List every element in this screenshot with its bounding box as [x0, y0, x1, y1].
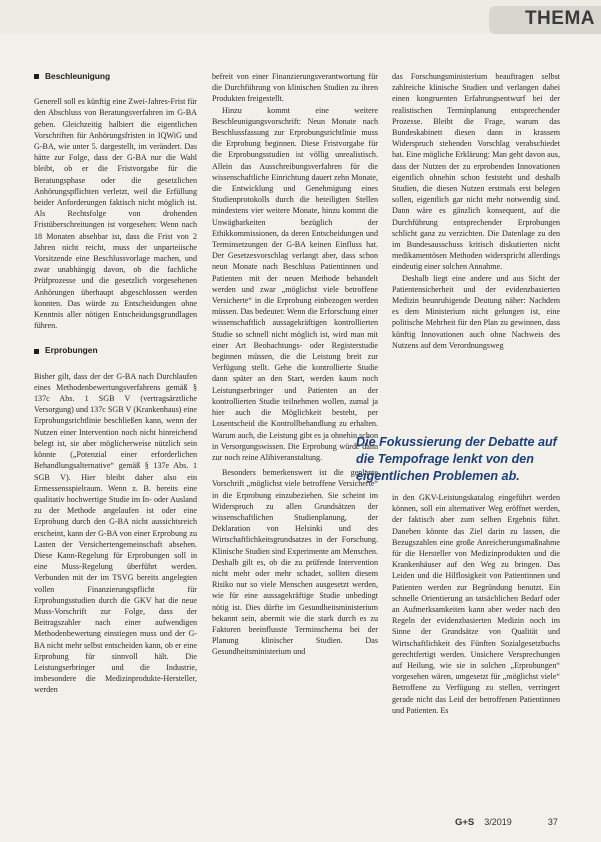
column-3-bottom: [392, 492, 560, 716]
square-bullet-icon: [34, 74, 39, 79]
paragraph: Generell soll es künftig eine Zwei-Jahres-Frist für den Abschluss von Beratungsverfahren im G-BA geben. Gleichzeitig halbiert die eigentlichen Vorschriften für Anhörungsfristen in IQWiG und G-BA, wie unter 5. dargestellt, im verändert. Das hätte zur Folge, dass der G-BA nur die Wahl bleibt, ob er die Fristvorgabe für die Beratungsphase oder die gesetzlichen Anhörungspflichten verletzt, weil die Erfüllung beider Anforderungen faktisch nicht möglich ist. Als Rechtsfolge von drohenden Fristüberschreitungen ist vorgesehen: Wenn nach 18 Monaten absehbar ist, dass die Frist von 2 Jahren nicht reicht, muss der unparteiische Vorsitzende eine Beschlussvorlage machen, und zwar unabhängig davon, ob die fachliche Prüfprozesse und die gesetzlich vorgesehenen Anhörungen überhaupt abgeschlossen werden konnten. Das würde zu Entscheidungen ohne Kenntnis aller nötigen Entscheidungsgrundlagen führen.: [34, 97, 197, 331]
paragraph: Deshalb liegt eine andere und aus Sicht der Patientensicherheit und der evidenzbasierten Medizin beunruhigende Deutung näher: Nachdem es dem Ministerium nicht gelungen ist, eine politische Mehrheit für den Plan zu gewinnen, dass künftig Innovationen auch ohne Nachweis des Nutzens auf dem Verordnungsweg: [392, 273, 560, 350]
page-footer: [455, 817, 558, 828]
square-bullet-icon: [34, 349, 39, 354]
paragraph: Besonders bemerkenswert ist die geplante Vorschrift „möglichst viele betroffene Versicherte“ in die Erprobung einzubeziehen. Sie scheint im Widerspruch zu allen Grundsätzen der wissenschaftlichen Studienplanung, der Deklaration von Helsinki und des Wirtschaftlichkeitsgrundsatzes in der Forschung. Klinische Studien sind Experimente am Menschen. Deshalb gilt es, ob die zu prüfende Intervention nicht mehr oder mehr schadet, sollten diesem Risiko nur so viele Menschen ausgesetzt werden, wie für eine aussagekräftige Studie unbedingt nötig ist. Dies dürfte im Gesundheitsministerium bekannt sein, abermit wie die stark durch es zu Faktoren beeinflusste Terminschema bei der Planung klinischer Studien. Das Gesundheitsministerium und: [212, 468, 378, 657]
heading-text: Erprobungen: [45, 345, 98, 356]
heading-erprobungen: [34, 345, 197, 356]
paragraph: in den GKV-Leistungskatalog eingeführt werden können, soll ein alternativer Weg eröffnet werden, der faktisch aber zum selben Ergebnis führt. Daneben könnte das Ziel darin zu lassen, die Bezugszahlen eine große Anreicherungsmaßnahme für die Hersteller von Medizinprodukten und die Krankenhäuser auf den Weg zu bringen. Das Leiden und die Hilflosigkeit von Patientinnen und Patienten werden zur Begründung benutzt. Ein schnelle Orientierung an tatsächlichen Bedarf oder an Aufmerksamkeiten kann aber weder nach den Regeln der evidenzbasierten Medizin noch im Sinne der Grundsätze von Qualität und Wirtschaftlichkeit des Fünften Sozialgesetzbuchs gerechtfertigt werden. Unsichere Versprechungen auf Heilung, wie sie in solchen „Erprobungen“ vorgesehen wären, umgesetzt für „möglichst viele“ Betroffene zu Verfügung zu stellen, verringert gerade nicht das Leid der betroffenen Patientinnen und Patienten. Es: [392, 493, 560, 715]
issue-number: 3/2019: [484, 817, 512, 827]
paragraph: das Forschungsministerium beauftragen selbst zahlreiche klinische Studien und verlangen dabei einen kongruenten Erfahrungsentwurf bei der realistischen Terminplanung entsprechender Prozesse. Bleibt die Frage, warum das Bundeskabinett diesen dann in krassem Widerspruch stehenden Vorschlag verabschiedet hat. Eine mögliche Erklärung: Man geht davon aus, dass der Nutzen der zu erprobenden Innovationen eigentlich ohnehin schon feststeht und deshalb Studien, die diesen Nutzen erstmals erst belegen sollen, eigentlich gar nicht mehr notwendig sind. Dann wäre es gänzlich konsequent, auf die Durchführung entsprechender Erprobungen schlicht ganz zu verzichten. Die Datenlage zu den im Bundesausschuss kritisch diskutierten nicht medikamentösen Methoden widerspricht allerdings eindeutig einer solchen Annahme.: [392, 72, 560, 272]
paragraph: Hinzu kommt eine weitere Beschleunigungsvorschrift: Neun Monate nach Beschlussfassung zur Erprobungsrichtlinie muss die Erprobung beginnen. Diese Fristvorgabe für die Erprobungsstudien ist völlig unrealistisch. Allein das Ausschreibungsverfahren für die wissenschaftliche Einrichtung dauert zehn Monate, die Entwicklung und Genehmigung eines Studienprotokolls durch die beteiligten Stellen mindestens vier weitere Monate, hinzu kommt die Unwägbarkeiten bezüglich der Ethikkommissionen, da deren Entscheidungen und Terminsetzungen der G-BA keinen Einfluss hat. Der Gesetzesvorschlag verlangt aber, dass schon neun Monate nach Beschluss Patientinnen und Patienten mit der neuen Methode behandelt werden und zwar „möglichst viele betroffene Versicherte“ in die Erprobung einbezogen werden müssen. Das bedeutet: Wenn die Erforschung einer wissenschaftlich aussagekräftigen kontrollierten Studie so schnell nicht möglich ist, wird man mit einer Art Beobachtungs- oder Registerstudie beginnen müssen, die die Leistung breit zur Verfügung stellt. Gehe die kontrollierte Studie dann später an den Start, werden kaum noch Leistungserbringer und Patienten an der kontrollierten Studie teilnehmen wollen, zumal ja hier auch die Möglichkeit besteht, per Losentscheid die Kontrollbehandlung zu erhalten. Warum auch, die Leistung gibt es ja ohnehin schon in Versorgungswissen. Die Erprobung würde dann zur noch reine Alibiveranstaltung.: [212, 105, 378, 462]
page-number: 37: [547, 817, 558, 827]
pull-quote: Die Fokussierung der Debatte auf die Tempofrage lenkt von den eigentlichen Problemen ab.: [356, 435, 557, 483]
paragraph: befreit von einer Finanzierungsverantwortung für die Durchführung von klinischen Studien zu ihren Produkten freigestellt.: [212, 72, 378, 104]
section-label: THEMA: [524, 8, 595, 29]
journal-brand: G+S: [455, 817, 475, 828]
column-2: [212, 71, 378, 658]
paragraph: Bisher gilt, dass der der G-BA nach Durchlaufen eines Methodenbewertungsverfahrens gemäß § 137c Abs. 1 SGB V (vertragsärztliche Versorgung) und 137c SGB V (Krankenhaus) eine Erprobungsrichtlinie beschließen kann, wenn der Nutzen einer Intervention noch nicht hinreichend belegt ist, sie aber möglicherweise nützlich sein könnte („Potenzial einer erforderlichen Behandlungsalternative“ gemäß § 137e Abs. 1 SGB V). Hier bleibt daher also ein Ermessensspielraum. Wenn z. B. bereits eine qualitativ hochwertige Studie im In- oder Ausland zu der Methode angelaufen ist oder eine Erprobung durch den G-BA nicht aussichtsreich erscheint, kann der G-BA von einer Erprobung zu Lasten der Versichertengemeinschaft absehen. Diese Kann-Regelung für Erprobungen soll in eine Muss-Regelung überführt werden. Verbunden mit der im TSVG bereits angelegten vollen Finanzierungspflicht für Erprobungsstudien durch die GKV hat die neue Muss-Vorschrift zur Folge, dass der Beitragszahler nach einer aufwendigen Methodenbewertung einstiegen muss und der G-BA nicht mehr selbst entscheiden kann, ob er eine Erprobung für sinnvoll hält. Die Leistungserbringer und die Industrie, insbesondere die Medizinprodukte-Hersteller, werden: [34, 371, 197, 695]
column-1: [34, 71, 197, 696]
heading-beschleunigung: [34, 71, 197, 82]
heading-text: Beschleunigung: [45, 71, 111, 81]
column-3-top: [392, 71, 560, 351]
